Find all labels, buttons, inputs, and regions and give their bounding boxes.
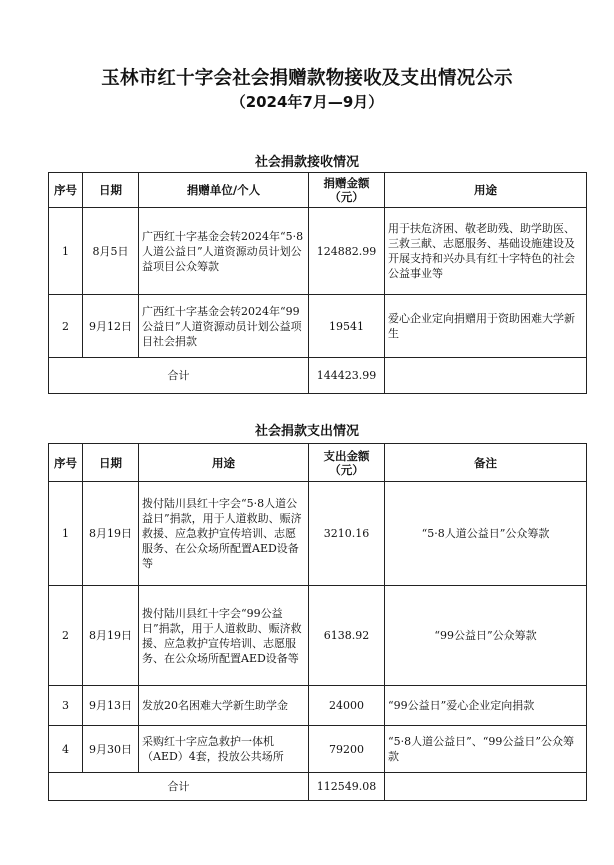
header-no: 序号 xyxy=(49,173,83,208)
row-use: 拨付陆川县红十字会“99公益日”捐款，用于人道救助、赈济救援、应急救护宣传培训、志愿服务、在公众场所配置AED设备等 xyxy=(139,586,309,686)
page-title: 玉林市红十字会社会捐赠款物接收及支出情况公示 xyxy=(101,68,513,89)
row-use: 拨付陆川县红十字会“5·8人道公益日”捐款，用于人道救助、赈济救援、应急救护宣传培训、志愿服务、在公众场所配置AED设备等 xyxy=(139,482,309,586)
row-date: 8月19日 xyxy=(83,482,139,586)
row-remark: “5·8人道公益日”公众筹款 xyxy=(385,482,587,586)
row-amount: 124882.99 xyxy=(309,208,385,295)
header-amount: 捐赠金额（元） xyxy=(309,173,385,208)
header-date: 日期 xyxy=(83,444,139,482)
total-label: 合计 xyxy=(49,773,309,801)
total-empty xyxy=(385,358,587,394)
row-remark: “99公益日”公众筹款 xyxy=(385,586,587,686)
header-amount: 支出金额（元） xyxy=(309,444,385,482)
table-row xyxy=(49,295,587,358)
total-amount: 144423.99 xyxy=(309,358,385,394)
table-row xyxy=(49,686,587,726)
table-row xyxy=(49,482,587,586)
header-no: 序号 xyxy=(49,444,83,482)
row-date: 8月19日 xyxy=(83,586,139,686)
row-amount: 79200 xyxy=(309,726,385,773)
total-label: 合计 xyxy=(49,358,309,394)
row-remark: “99公益日”爱心企业定向捐款 xyxy=(385,686,587,726)
header-use: 用途 xyxy=(139,444,309,482)
income-section-title: 社会捐款接收情况 xyxy=(254,155,359,170)
header-remark: 备注 xyxy=(385,444,587,482)
table-row xyxy=(49,726,587,773)
row-date: 9月12日 xyxy=(83,295,139,358)
row-remark: “5·8人道公益日”、“99公益日”公众筹款 xyxy=(385,726,587,773)
table-row xyxy=(49,586,587,686)
total-empty xyxy=(385,773,587,801)
row-amount: 19541 xyxy=(309,295,385,358)
income-total-row xyxy=(49,358,587,394)
row-no: 3 xyxy=(49,686,83,726)
row-amount: 24000 xyxy=(309,686,385,726)
income-table xyxy=(48,172,587,394)
row-use: 爱心企业定向捐赠用于资助困难大学新生 xyxy=(385,295,587,358)
expense-section-title: 社会捐款支出情况 xyxy=(254,424,359,439)
expense-total-row xyxy=(49,773,587,801)
row-amount: 3210.16 xyxy=(309,482,385,586)
row-use: 采购红十字应急救护一体机（AED）4套，投放公共场所 xyxy=(139,726,309,773)
header-donor: 捐赠单位/个人 xyxy=(139,173,309,208)
header-use: 用途 xyxy=(385,173,587,208)
row-date: 9月13日 xyxy=(83,686,139,726)
page-subtitle: （2024年7月—9月） xyxy=(230,93,384,111)
income-header-row xyxy=(49,173,587,208)
row-no: 2 xyxy=(49,586,83,686)
row-no: 1 xyxy=(49,208,83,295)
row-amount: 6138.92 xyxy=(309,586,385,686)
row-no: 2 xyxy=(49,295,83,358)
header-date: 日期 xyxy=(83,173,139,208)
expense-table xyxy=(48,443,587,801)
row-use: 发放20名困难大学新生助学金 xyxy=(139,686,309,726)
expense-header-row xyxy=(49,444,587,482)
row-date: 9月30日 xyxy=(83,726,139,773)
row-donor: 广西红十字基金会转2024年“99公益日”人道资源动员计划公益项目社会捐款 xyxy=(139,295,309,358)
row-use: 用于扶危济困、敬老助残、助学助医、三救三献、志愿服务、基础设施建设及开展支持和兴办具有红十字特色的社会公益事业等 xyxy=(385,208,587,295)
table-row xyxy=(49,208,587,295)
row-no: 4 xyxy=(49,726,83,773)
total-amount: 112549.08 xyxy=(309,773,385,801)
row-no: 1 xyxy=(49,482,83,586)
row-date: 8月5日 xyxy=(83,208,139,295)
row-donor: 广西红十字基金会转2024年“5·8人道公益日”人道资源动员计划公益项目公众筹款 xyxy=(139,208,309,295)
